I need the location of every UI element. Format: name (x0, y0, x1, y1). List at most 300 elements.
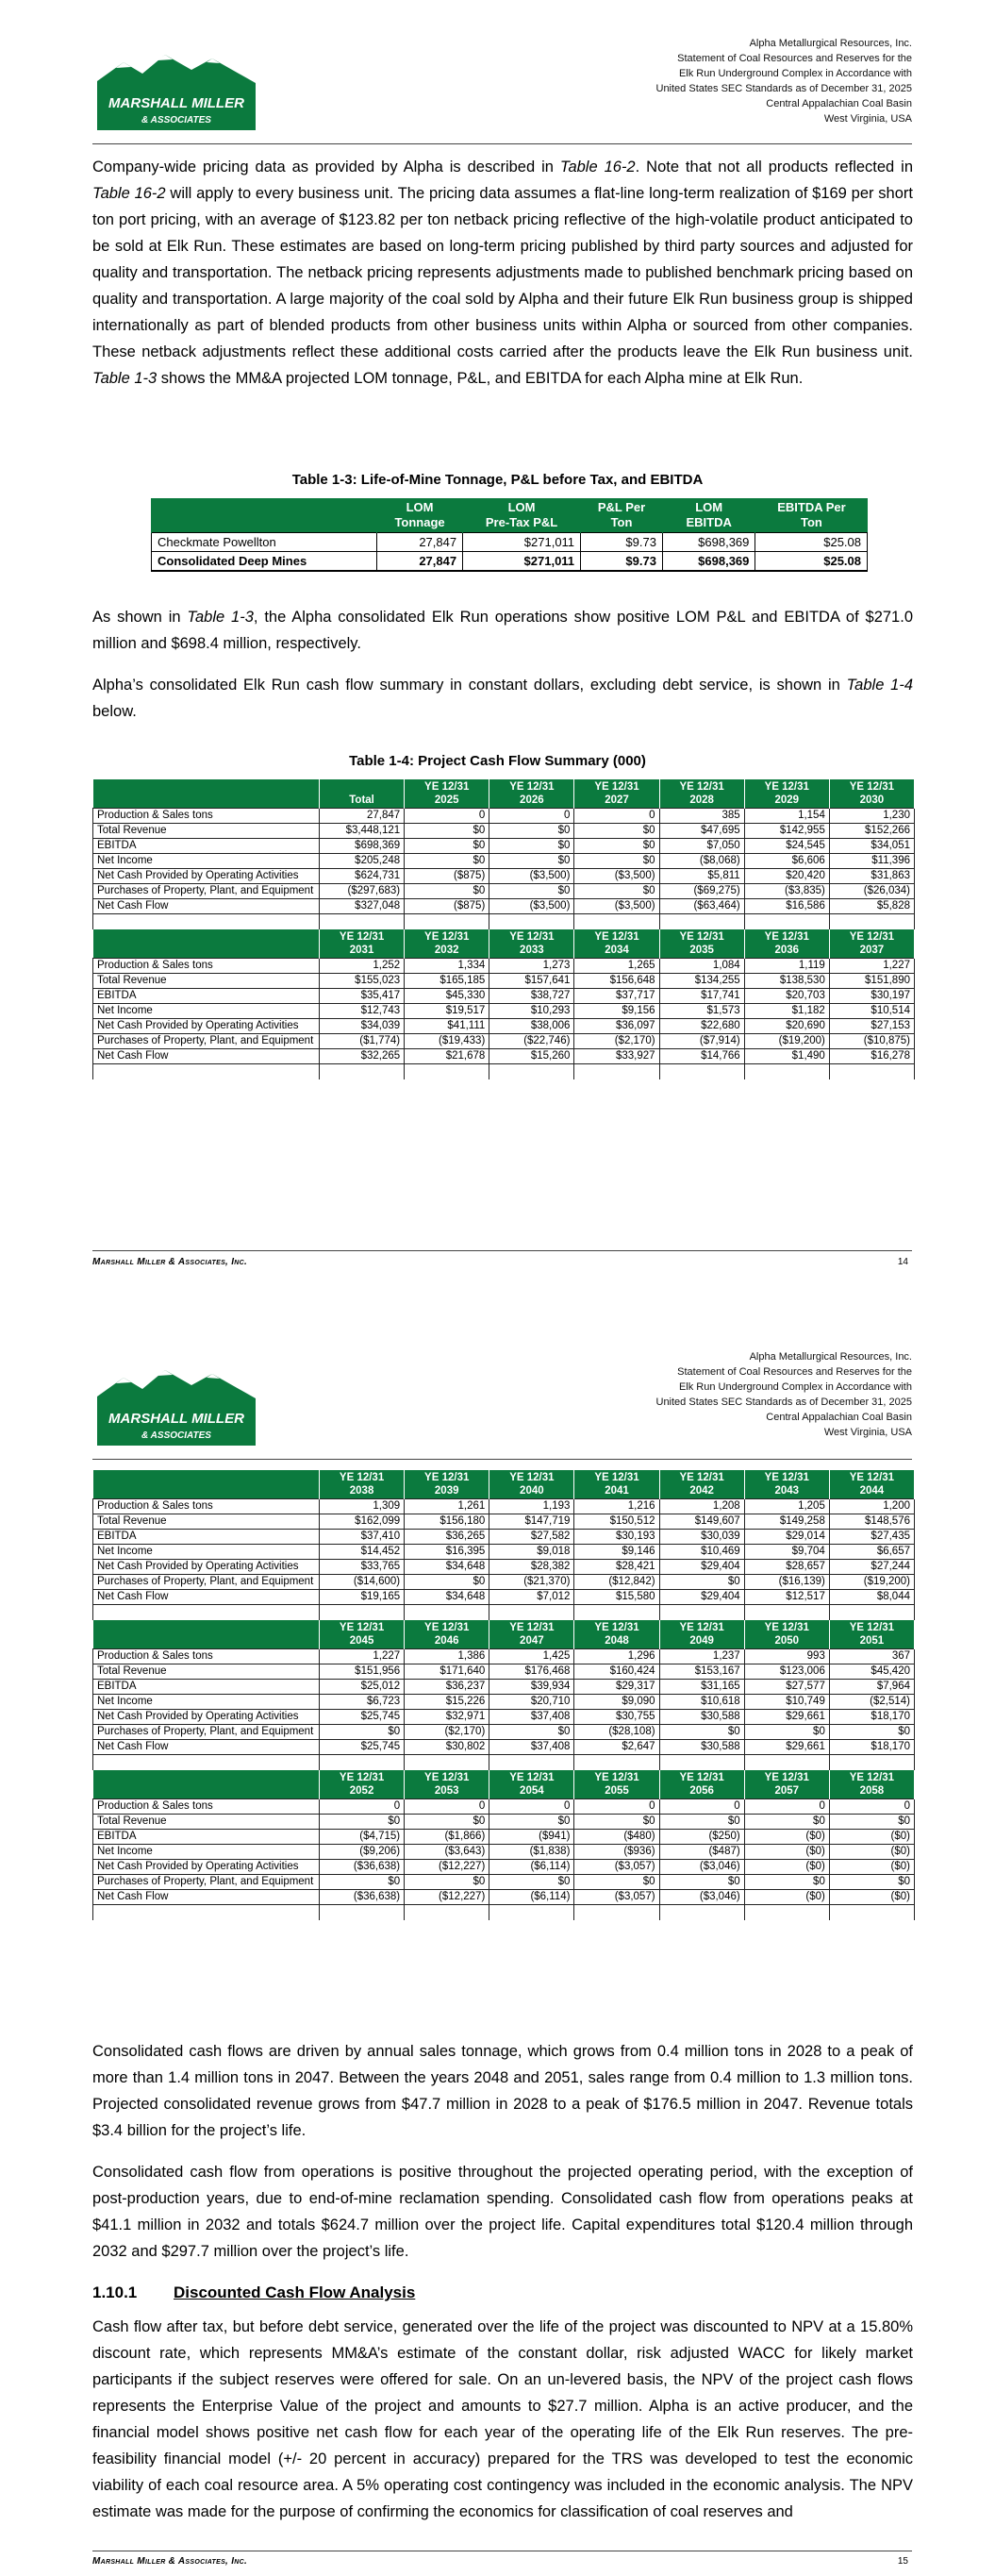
value-cell: ($19,200) (829, 1575, 914, 1590)
value-cell: $37,408 (489, 1710, 574, 1725)
row-label: Net Cash Provided by Operating Activities (93, 1019, 320, 1034)
value-cell: ($16,139) (744, 1575, 829, 1590)
value-cell: $10,618 (659, 1695, 744, 1710)
header-rule (92, 1459, 912, 1460)
value-cell: ($3,500) (489, 869, 574, 884)
table-row (93, 839, 915, 854)
value-cell: $0 (405, 839, 489, 854)
table-row (93, 1049, 915, 1064)
spacer-row (93, 1064, 915, 1080)
value-cell: $7,012 (489, 1590, 574, 1605)
spacer-row (93, 1605, 915, 1621)
value-cell: 1,216 (574, 1499, 659, 1514)
value-cell: $15,580 (574, 1590, 659, 1605)
table-total-row: Consolidated Deep Mines 27,847 $271,011 $9.73 $698,369 $25.08 (152, 552, 868, 572)
table-row (93, 1890, 915, 1905)
value-cell: $34,648 (405, 1590, 489, 1605)
value-cell: $1,182 (744, 1004, 829, 1019)
value-cell: $0 (320, 1815, 405, 1830)
year-header: YE 12/31 2032 (405, 929, 489, 959)
spacer-row (93, 1905, 915, 1921)
logo-line1: MARSHALL MILLER (108, 1411, 244, 1427)
value-cell: ($6,114) (489, 1890, 574, 1905)
value-cell: $0 (829, 1815, 914, 1830)
value-cell: $1,573 (659, 1004, 744, 1019)
year-header: YE 12/31 2054 (489, 1770, 574, 1799)
value-cell: $0 (489, 1875, 574, 1890)
value-cell: $36,097 (574, 1019, 659, 1034)
value-cell: ($19,200) (744, 1034, 829, 1049)
year-header: YE 12/31 2051 (829, 1620, 914, 1649)
value-cell: $30,802 (405, 1740, 489, 1755)
value-cell: $0 (659, 1575, 744, 1590)
year-header-row (93, 1620, 915, 1649)
value-cell: $0 (405, 1575, 489, 1590)
year-header: YE 12/31 2052 (320, 1770, 405, 1799)
value-cell: $18,170 (829, 1710, 914, 1725)
header-line: Central Appalachian Coal Basin (766, 1412, 912, 1423)
table-row (93, 974, 915, 989)
value-cell: $14,452 (320, 1545, 405, 1560)
value-cell: $157,641 (489, 974, 574, 989)
value-cell: $31,863 (829, 869, 914, 884)
table-row (93, 1530, 915, 1545)
value-cell: $142,955 (744, 824, 829, 839)
value-cell: 1,084 (659, 959, 744, 974)
year-header: YE 12/31 2042 (659, 1470, 744, 1499)
value-cell: $0 (489, 884, 574, 899)
value-cell: $32,971 (405, 1710, 489, 1725)
value-cell: 1,205 (744, 1499, 829, 1514)
value-cell: $33,765 (320, 1560, 405, 1575)
value-cell: 1,309 (320, 1499, 405, 1514)
value-cell: $160,424 (574, 1664, 659, 1680)
value-cell: $36,237 (405, 1680, 489, 1695)
value-cell: $149,258 (744, 1514, 829, 1530)
value-cell: ($12,227) (405, 1860, 489, 1875)
year-header: YE 12/31 2026 (489, 779, 574, 809)
value-cell: $165,185 (405, 974, 489, 989)
value-cell: $8,044 (829, 1590, 914, 1605)
row-label: Net Cash Flow (93, 1049, 320, 1064)
year-header: YE 12/31 2035 (659, 929, 744, 959)
row-label: Production & Sales tons (93, 1499, 320, 1514)
value-cell: 0 (829, 1799, 914, 1815)
row-label: Purchases of Property, Plant, and Equipment (93, 1034, 320, 1049)
footer-rule (92, 1250, 912, 1251)
col-header: LOM Tonnage (377, 498, 463, 533)
page-number: 14 (897, 1257, 908, 1267)
table-row (93, 1575, 915, 1590)
value-cell: 1,227 (320, 1649, 405, 1664)
value-cell: $20,710 (489, 1695, 574, 1710)
table-row (93, 1034, 915, 1049)
spacer-row (93, 914, 915, 930)
value-cell: $149,607 (659, 1514, 744, 1530)
value-cell: 0 (489, 1799, 574, 1815)
table-row (93, 869, 915, 884)
value-cell: $2,647 (574, 1740, 659, 1755)
year-header: YE 12/31 2030 (829, 779, 914, 809)
row-label: Purchases of Property, Plant, and Equipment (93, 1875, 320, 1890)
value-cell: $0 (489, 824, 574, 839)
value-cell: 1,386 (405, 1649, 489, 1664)
value-cell: $41,111 (405, 1019, 489, 1034)
row-label: Net Cash Provided by Operating Activities (93, 1710, 320, 1725)
value-cell: $9,018 (489, 1545, 574, 1560)
value-cell: $16,586 (744, 899, 829, 914)
value-cell: $30,588 (659, 1740, 744, 1755)
value-cell: 1,334 (405, 959, 489, 974)
value-cell: $0 (574, 884, 659, 899)
value-cell: 1,230 (829, 809, 914, 824)
value-cell: $153,167 (659, 1664, 744, 1680)
table-row (93, 884, 915, 899)
value-cell: $3,448,121 (320, 824, 405, 839)
year-header: YE 12/31 2056 (659, 1770, 744, 1799)
section-number: 1.10.1 (92, 2283, 138, 2301)
header-line: West Virginia, USA (823, 1427, 912, 1438)
year-header: YE 12/31 2036 (744, 929, 829, 959)
table-1-3 (151, 498, 868, 572)
row-label: Production & Sales tons (93, 809, 320, 824)
value-cell: 1,261 (405, 1499, 489, 1514)
year-header: YE 12/31 2031 (320, 929, 405, 959)
value-cell: ($1,866) (405, 1830, 489, 1845)
row-label: Total Revenue (93, 1815, 320, 1830)
table-row (93, 1725, 915, 1740)
table-row (93, 1664, 915, 1680)
value-cell: 1,119 (744, 959, 829, 974)
value-cell: ($480) (574, 1830, 659, 1845)
value-cell: 1,154 (744, 809, 829, 824)
value-cell: $30,588 (659, 1710, 744, 1725)
table-1-3-caption: Table 1-3: Life-of-Mine Tonnage, P&L before Tax, and EBITDA (291, 472, 704, 488)
value-cell: ($8,068) (659, 854, 744, 869)
value-cell: ($3,500) (574, 869, 659, 884)
header-line: Elk Run Underground Complex in Accordance with (678, 1381, 912, 1393)
row-label: Net Cash Provided by Operating Activities (93, 869, 320, 884)
value-cell: ($12,842) (574, 1575, 659, 1590)
value-cell: $18,170 (829, 1740, 914, 1755)
header-line: Statement of Coal Resources and Reserves for the (677, 53, 912, 64)
logo-line1: MARSHALL MILLER (108, 95, 244, 111)
value-cell: $0 (405, 1815, 489, 1830)
value-cell: ($0) (829, 1830, 914, 1845)
value-cell: ($4,715) (320, 1830, 405, 1845)
header-line: Statement of Coal Resources and Reserves for the (677, 1366, 912, 1378)
value-cell: $34,051 (829, 839, 914, 854)
value-cell: $34,648 (405, 1560, 489, 1575)
value-cell: 0 (405, 1799, 489, 1815)
value-cell: ($3,500) (489, 899, 574, 914)
cash-flow-drivers-paragraph: Consolidated cash flows are driven by annual sales tonnage, which grows from 0.4 million tons in 2028 to a peak of more than 1.4 million tons in 2047. Between the years 2048 and 2051, sales range from 0.4 million to 1.3 million tons. Projected consolidated revenue grows from $47.7 million in 2028 to a peak of $176.5 million in 2047. Revenue totals $3.4 billion for the project’s life. (92, 2043, 913, 2139)
table-1-4-caption: Table 1-4: Project Cash Flow Summary (000) (349, 753, 646, 769)
section-heading-1-10-1 (92, 2283, 415, 2302)
marshall-miller-logo (97, 1364, 256, 1446)
year-header: YE 12/31 2053 (405, 1770, 489, 1799)
value-cell: 385 (659, 809, 744, 824)
value-cell: $0 (489, 1725, 574, 1740)
header-line: Central Appalachian Coal Basin (766, 98, 912, 109)
value-cell: $0 (829, 1725, 914, 1740)
value-cell: $33,927 (574, 1049, 659, 1064)
year-header: YE 12/31 2037 (829, 929, 914, 959)
header-line: Alpha Metallurgical Resources, Inc. (749, 38, 912, 49)
value-cell: $155,023 (320, 974, 405, 989)
value-cell: $29,014 (744, 1530, 829, 1545)
value-cell: ($3,835) (744, 884, 829, 899)
row-label: Net Cash Flow (93, 1590, 320, 1605)
value-cell: $10,469 (659, 1545, 744, 1560)
value-cell: $28,382 (489, 1560, 574, 1575)
value-cell: $0 (405, 824, 489, 839)
header-rule (92, 143, 912, 144)
value-cell: 0 (574, 1799, 659, 1815)
value-cell: $9,704 (744, 1545, 829, 1560)
value-cell: $0 (405, 884, 489, 899)
header-line: West Virginia, USA (823, 113, 912, 125)
dcf-analysis-paragraph: Cash flow after tax, but before debt service, generated over the life of the project was discounted to NPV at a 15.80% discount rate, which represents MM&A’s estimate of the constant dollar, risk adjusted WACC for likely market participants if the subject reserves were offered for sale. On an un-levered basis, the NPV of the project cash flows represents the Enterprise Value of the project and amounts to $27.7 million. Alpha is an active producer, and the financial model shows positive net cash flow for each year of the operating life of the Elk Run reserves. The pre-feasibility financial model (+/- 20 percent in accuracy) prepared for the TRS was developed to test the economic viability of each coal resource area. A 5% operating cost contingency was included in the economic analysis. The NPV estimate was made for the purpose of confirming the economics for classification of coal reserves and (92, 2318, 913, 2520)
value-cell: 0 (659, 1799, 744, 1815)
value-cell: $47,695 (659, 824, 744, 839)
value-cell: $7,964 (829, 1680, 914, 1695)
value-cell: $0 (744, 1815, 829, 1830)
value-cell: 1,200 (829, 1499, 914, 1514)
value-cell: $698,369 (320, 839, 405, 854)
table-row (93, 1799, 915, 1815)
value-cell: ($2,170) (405, 1725, 489, 1740)
document-header (656, 1349, 913, 1440)
year-header: YE 12/31 2039 (405, 1470, 489, 1499)
value-cell: $0 (574, 854, 659, 869)
value-cell: 1,227 (829, 959, 914, 974)
row-label: Production & Sales tons (93, 1799, 320, 1815)
value-cell: $29,661 (744, 1740, 829, 1755)
row-label: EBITDA (93, 1530, 320, 1545)
value-cell: 0 (320, 1799, 405, 1815)
value-cell: 367 (829, 1649, 914, 1664)
year-header: YE 12/31 2025 (405, 779, 489, 809)
value-cell: $45,420 (829, 1664, 914, 1680)
value-cell: $5,811 (659, 869, 744, 884)
value-cell: ($19,433) (405, 1034, 489, 1049)
value-cell: $0 (574, 1815, 659, 1830)
value-cell: $29,317 (574, 1680, 659, 1695)
row-label: Total Revenue (93, 1514, 320, 1530)
value-cell: ($1,838) (489, 1845, 574, 1860)
table-row (93, 1514, 915, 1530)
table-row (93, 1710, 915, 1725)
value-cell: $27,435 (829, 1530, 914, 1545)
value-cell: $0 (659, 1725, 744, 1740)
value-cell: ($69,275) (659, 884, 744, 899)
row-label: Purchases of Property, Plant, and Equipment (93, 884, 320, 899)
value-cell: ($487) (659, 1845, 744, 1860)
value-cell: $0 (489, 854, 574, 869)
value-cell: $28,657 (744, 1560, 829, 1575)
value-cell: ($3,057) (574, 1890, 659, 1905)
value-cell: $0 (829, 1875, 914, 1890)
table-header-row (152, 498, 868, 533)
table-row: Checkmate Powellton 27,847 $271,011 $9.73 $698,369 $25.08 (152, 533, 868, 552)
value-cell: $148,576 (829, 1514, 914, 1530)
header-line: Alpha Metallurgical Resources, Inc. (749, 1351, 912, 1363)
value-cell: $12,517 (744, 1590, 829, 1605)
year-header: YE 12/31 2058 (829, 1770, 914, 1799)
year-header: YE 12/31 2027 (574, 779, 659, 809)
row-label: Net Income (93, 1004, 320, 1019)
value-cell: $22,680 (659, 1019, 744, 1034)
value-cell: 0 (744, 1799, 829, 1815)
table-row (93, 1830, 915, 1845)
value-cell: ($12,227) (405, 1890, 489, 1905)
value-cell: $5,828 (829, 899, 914, 914)
value-cell: $624,731 (320, 869, 405, 884)
cash-flow-table-page-15 (92, 1470, 915, 1920)
header-line: United States SEC Standards as of December 31, 2025 (655, 1397, 912, 1408)
row-label: EBITDA (93, 1830, 320, 1845)
table-row (93, 1560, 915, 1575)
year-header-row (93, 1770, 915, 1799)
value-cell: $39,934 (489, 1680, 574, 1695)
operations-cash-flow-paragraph: Consolidated cash flow from operations is positive throughout the projected operating period, with the exception of post-production years, due to end-of-mine reclamation spending. Consolidated cash flow from operations peaks at $41.1 million in 2032 and totals $624.7 million over the project life. Capital expenditures total $120.4 million through 2032 and $297.7 million over the project’s life. (92, 2164, 913, 2260)
table-row (93, 1499, 915, 1514)
lom-summary-paragraph: As shown in Table 1-3, the Alpha consolidated Elk Run operations show positive LOM P&L and EBITDA of $271.0 million and $698.4 million, respectively. (92, 609, 913, 652)
value-cell: $36,265 (405, 1530, 489, 1545)
value-cell: $134,255 (659, 974, 744, 989)
value-cell: $0 (320, 1875, 405, 1890)
value-cell: $27,582 (489, 1530, 574, 1545)
row-label: EBITDA (93, 989, 320, 1004)
col-header: LOM Pre-Tax P&L (463, 498, 581, 533)
row-label: Net Income (93, 854, 320, 869)
value-cell: ($3,046) (659, 1890, 744, 1905)
value-cell: ($36,638) (320, 1860, 405, 1875)
value-cell: $0 (489, 839, 574, 854)
year-header: YE 12/31 2028 (659, 779, 744, 809)
value-cell: 1,208 (659, 1499, 744, 1514)
row-label: EBITDA (93, 839, 320, 854)
value-cell: $27,153 (829, 1019, 914, 1034)
table-row (93, 1019, 915, 1034)
value-cell: $45,330 (405, 989, 489, 1004)
value-cell: $20,690 (744, 1019, 829, 1034)
value-cell: 1,425 (489, 1649, 574, 1664)
value-cell: $0 (489, 1815, 574, 1830)
value-cell: $176,468 (489, 1664, 574, 1680)
table-row (93, 989, 915, 1004)
value-cell: 1,296 (574, 1649, 659, 1664)
value-cell: $31,165 (659, 1680, 744, 1695)
row-label: Net Cash Flow (93, 899, 320, 914)
table-row (93, 1004, 915, 1019)
value-cell: $205,248 (320, 854, 405, 869)
col-header: P&L Per Ton (581, 498, 663, 533)
row-label: Net Cash Flow (93, 1740, 320, 1755)
value-cell: ($3,057) (574, 1860, 659, 1875)
value-cell: $152,266 (829, 824, 914, 839)
value-cell: $29,404 (659, 1590, 744, 1605)
value-cell: $0 (659, 1815, 744, 1830)
row-label: Production & Sales tons (93, 1649, 320, 1664)
value-cell: $151,956 (320, 1664, 405, 1680)
value-cell: $21,678 (405, 1049, 489, 1064)
value-cell: $29,404 (659, 1560, 744, 1575)
row-label: Purchases of Property, Plant, and Equipment (93, 1725, 320, 1740)
year-header: YE 12/31 2057 (744, 1770, 829, 1799)
value-cell: 0 (574, 809, 659, 824)
value-cell: $24,545 (744, 839, 829, 854)
value-cell: $0 (574, 839, 659, 854)
table-row (93, 1649, 915, 1664)
value-cell: $15,260 (489, 1049, 574, 1064)
value-cell: $0 (320, 1725, 405, 1740)
value-cell: ($6,114) (489, 1860, 574, 1875)
year-header: YE 12/31 2046 (405, 1620, 489, 1649)
year-header: YE 12/31 2050 (744, 1620, 829, 1649)
value-cell: ($0) (829, 1890, 914, 1905)
value-cell: ($28,108) (574, 1725, 659, 1740)
value-cell: $29,661 (744, 1710, 829, 1725)
table-row (93, 899, 915, 914)
value-cell: $19,517 (405, 1004, 489, 1019)
value-cell: ($0) (829, 1860, 914, 1875)
value-cell: $30,039 (659, 1530, 744, 1545)
year-header: YE 12/31 2044 (829, 1470, 914, 1499)
value-cell: $30,755 (574, 1710, 659, 1725)
value-cell: ($875) (405, 869, 489, 884)
value-cell: ($3,500) (574, 899, 659, 914)
pricing-paragraph: Company-wide pricing data as provided by Alpha is described in Table 16-2. Note that not all products reflected in Table 16-2 will apply to every business unit. The pricing data assumes a flat-line long-term realization of $169 per short ton port pricing, with an average of $123.82 per ton netback pricing reflective of the high-volatile product anticipated to be sold at Elk Run. These estimates are based on long-term pricing published by third party sources and adjusted for quality and transportation. The netback pricing represents adjustments made to published benchmark pricing based on quality and transportation. A large majority of the coal sold by Alpha and their future Elk Run business group is shipped internationally as part of blended products from other business units within Alpha or sourced from other companies. These netback adjustments reflect these additional costs carried after the products leave the Elk Run business unit. Table 1-3 shows the MM&A projected LOM tonnage, P&L, and EBITDA for each Alpha mine at Elk Run. (92, 159, 914, 387)
value-cell: ($9,206) (320, 1845, 405, 1860)
value-cell: $6,723 (320, 1695, 405, 1710)
year-header: YE 12/31 2045 (320, 1620, 405, 1649)
value-cell: $0 (405, 1875, 489, 1890)
table-row (93, 809, 915, 824)
year-header: YE 12/31 2047 (489, 1620, 574, 1649)
row-label: Net Income (93, 1695, 320, 1710)
value-cell: ($63,464) (659, 899, 744, 914)
value-cell: $20,420 (744, 869, 829, 884)
value-cell: $38,727 (489, 989, 574, 1004)
row-label: Total Revenue (93, 1664, 320, 1680)
value-cell: ($7,914) (659, 1034, 744, 1049)
value-cell: ($26,034) (829, 884, 914, 899)
col-header: LOM EBITDA (662, 498, 755, 533)
row-label: Production & Sales tons (93, 959, 320, 974)
page-gap (0, 1302, 995, 1340)
table-row (93, 1740, 915, 1755)
table-row (93, 959, 915, 974)
value-cell: ($936) (574, 1845, 659, 1860)
year-header: YE 12/31 2034 (574, 929, 659, 959)
footer-firm: Marshall Miller & Associates, Inc. (92, 2556, 248, 2567)
value-cell: $32,265 (320, 1049, 405, 1064)
row-label: Net Cash Provided by Operating Activities (93, 1560, 320, 1575)
value-cell: ($875) (405, 899, 489, 914)
spacer-row (93, 1755, 915, 1771)
value-cell: ($0) (744, 1845, 829, 1860)
value-cell: ($10,875) (829, 1034, 914, 1049)
value-cell: $1,490 (744, 1049, 829, 1064)
value-cell: 993 (744, 1649, 829, 1664)
value-cell: $10,293 (489, 1004, 574, 1019)
value-cell: $162,099 (320, 1514, 405, 1530)
year-header: YE 12/31 2043 (744, 1470, 829, 1499)
value-cell: $27,244 (829, 1560, 914, 1575)
value-cell: $10,514 (829, 1004, 914, 1019)
